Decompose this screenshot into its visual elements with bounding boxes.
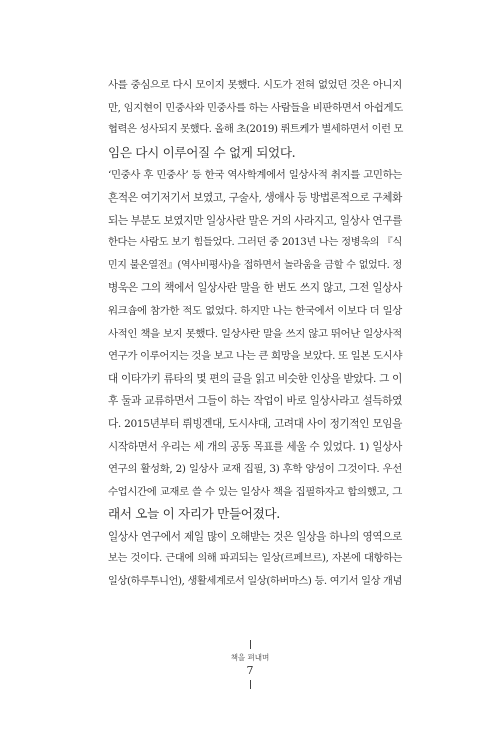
page-number: 7 [246, 664, 254, 677]
text-line: 다. 2015년부터 뤼빙겐대, 도시샤대, 고려대 사이 정기적인 모임을 [108, 417, 402, 430]
paragraph-3 [108, 526, 402, 594]
text-line: 흔적은 여기저기서 보였고, 구술사, 생애사 등 방법론적으로 구체화 [108, 191, 403, 204]
text-line: 수업시간에 교재로 쓸 수 있는 일상사 책을 집필하자고 합의했고, 그 [108, 485, 402, 498]
paragraph-1 [108, 74, 402, 164]
text-line: 사를 중심으로 다시 모이지 못했다. 시도가 전혀 없었던 것은 아니지 [108, 79, 402, 91]
text-line: 되는 부분도 보였지만 일상사란 말은 거의 사라지고, 일상사 연구를 [108, 214, 403, 227]
text-line: ‘민중사 후 민중사’ 등 한국 역사학계에서 일상사적 취지를 고민하는 [108, 169, 402, 182]
text-line: 일상사 연구에서 제일 많이 오해받는 것은 일상을 하나의 영역으로 [108, 530, 402, 543]
page-footer [0, 640, 500, 689]
text-line: 민지 불온열전』(역사비평사)을 접하면서 놀라움을 금할 수 없었다. 정 [108, 259, 402, 271]
text-line: 시작하면서 우리는 세 개의 공동 목표를 세울 수 있었다. 1) 일상사 [108, 440, 402, 453]
footer-rule-top [250, 640, 251, 649]
text-line: 워크숍에 참가한 적도 없었다. 하지만 나는 한국에서 이보다 더 일상 [108, 304, 402, 317]
text-line: 대 이타가키 류타의 몇 편의 글을 읽고 비슷한 인상을 받았다. 그 이 [108, 372, 402, 385]
text-line: 래서 오늘 이 자리가 만들어졌다. [108, 506, 280, 522]
text-line: 보는 것이다. 근대에 의해 파괴되는 일상(르페브르), 자본에 대항하는 [108, 553, 402, 565]
text-line: 한다는 사람도 보기 힘들었다. 그러던 중 2013년 나는 정병욱의 『식 [108, 237, 402, 249]
text-line: 임은 다시 이루어질 수 없게 되었다. [108, 144, 296, 160]
footer-rule-bottom [250, 680, 251, 689]
text-line: 연구가 이루어지는 것을 보고 나는 큰 희망을 보았다. 또 일본 도시샤 [108, 350, 403, 363]
text-line: 사적인 책을 보지 못했다. 일상사란 말을 쓰지 않고 뛰어난 일상사적 [108, 327, 402, 340]
text-line: 병욱은 그의 책에서 일상사란 말을 한 번도 쓰지 않고, 그전 일상사 [108, 282, 402, 295]
running-footer-chapter-title: 책을 펴내며 [230, 653, 270, 662]
text-line: 연구의 활성화, 2) 일상사 교재 집필, 3) 후학 양성이 그것이다. 우선 [108, 463, 402, 476]
body-text [108, 74, 402, 594]
text-line: 협력은 성사되지 못했다. 올해 초(2019) 뤼트케가 별세하면서 이런 모 [108, 124, 404, 136]
text-line: 후 둘과 교류하면서 그들이 하는 작업이 바로 일상사라고 설득하였 [108, 395, 402, 408]
text-line: 일상(하루투니언), 생활세계로서 일상(하버마스) 등. 여기서 일상 개념 [108, 576, 402, 588]
paragraph-2 [108, 164, 402, 526]
text-line: 만, 임지현이 민중사와 민중사를 하는 사람들을 비판하면서 아쉽게도 [108, 101, 403, 114]
